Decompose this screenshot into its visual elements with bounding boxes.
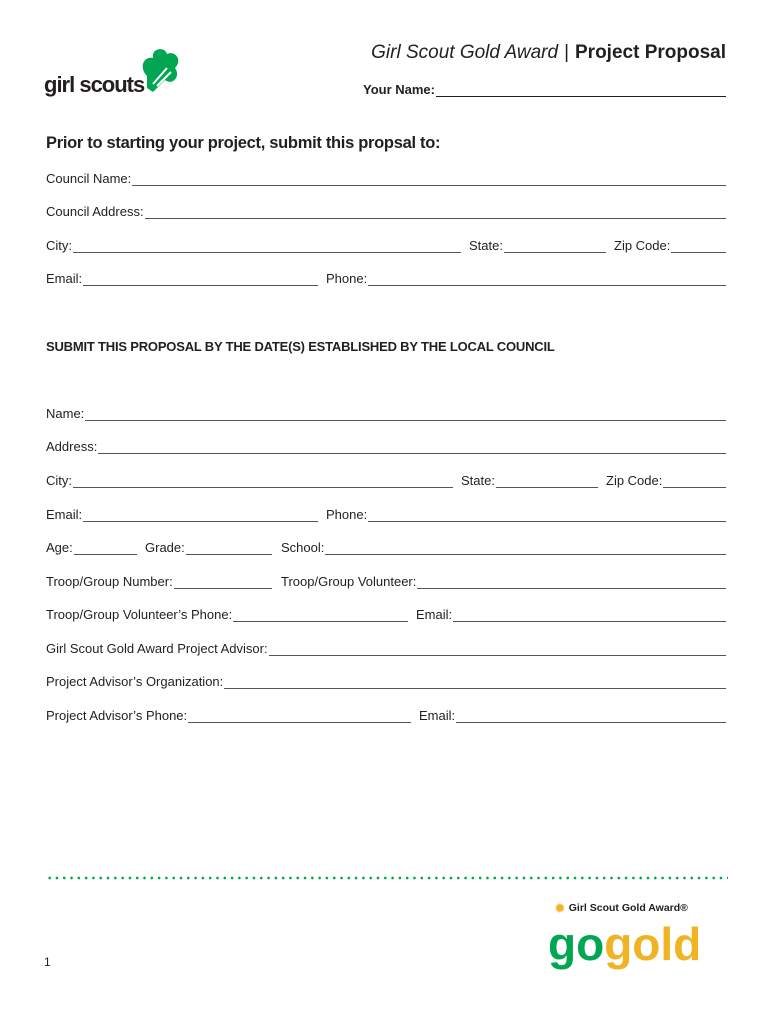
troop-volunteer-input[interactable]: [417, 575, 726, 589]
field-label: School:: [281, 540, 325, 555]
troop-number-input[interactable]: [174, 575, 272, 589]
council-zip-input[interactable]: [671, 239, 726, 253]
field-label: City:: [46, 473, 72, 488]
address-row: [46, 438, 726, 454]
field-label: State:: [461, 473, 495, 488]
dotted-divider: [46, 876, 728, 880]
field-label: Phone:: [326, 271, 368, 286]
gogold-caption: Girl Scout Gold Award®: [568, 902, 688, 914]
field-label: Zip Code:: [614, 238, 671, 253]
field-label: Age:: [46, 540, 73, 555]
zip-input[interactable]: [663, 474, 726, 488]
phone-input[interactable]: [368, 508, 726, 522]
email-input[interactable]: [83, 508, 318, 522]
field-label: Email:: [416, 607, 453, 622]
title-separator: |: [564, 42, 569, 63]
section1-heading: Prior to starting your project, submit this propsal to:: [46, 134, 441, 152]
field-label: Email:: [46, 507, 83, 522]
email-row: [46, 506, 726, 522]
council-name-row: [46, 170, 726, 186]
advisor-phone-input[interactable]: [188, 709, 411, 723]
girl-scouts-logo: [44, 46, 184, 102]
field-label: Council Name:: [46, 171, 132, 186]
title-award: Girl Scout Gold Award: [371, 42, 559, 63]
advisor-phone-row: [46, 707, 726, 723]
advisor-org-input[interactable]: [224, 675, 726, 689]
name-input[interactable]: [85, 407, 726, 421]
council-phone-input[interactable]: [368, 272, 726, 286]
field-label: Council Address:: [46, 204, 144, 219]
field-label: Troop/Group Volunteer’s Phone:: [46, 607, 233, 622]
your-name-line[interactable]: [436, 83, 726, 97]
council-email-input[interactable]: [83, 272, 318, 286]
city-input[interactable]: [73, 474, 453, 488]
field-label: Project Advisor’s Phone:: [46, 708, 188, 723]
field-label: Zip Code:: [606, 473, 663, 488]
council-state-input[interactable]: [504, 239, 606, 253]
gogold-logo: [548, 900, 730, 970]
advisor-org-row: [46, 673, 726, 689]
school-input[interactable]: [325, 541, 726, 555]
state-input[interactable]: [496, 474, 598, 488]
council-city-input[interactable]: [73, 239, 461, 253]
troop-row: [46, 573, 726, 589]
gogold-go: go: [548, 918, 605, 970]
field-label: Grade:: [145, 540, 185, 555]
age-input[interactable]: [74, 541, 137, 555]
age-row: [46, 539, 726, 555]
name-row: [46, 405, 726, 421]
council-address-row: [46, 203, 726, 219]
your-name-label: Your Name:: [363, 82, 435, 97]
field-label: Name:: [46, 406, 85, 421]
field-label: Email:: [419, 708, 456, 723]
council-address-input[interactable]: [145, 205, 726, 219]
volunteer-phone-row: [46, 606, 726, 622]
council-city-row: [46, 237, 726, 253]
field-label: City:: [46, 238, 72, 253]
grade-input[interactable]: [186, 541, 272, 555]
volunteer-email-input[interactable]: [453, 608, 726, 622]
council-email-row: [46, 270, 726, 286]
address-input[interactable]: [98, 440, 726, 454]
field-label: Address:: [46, 439, 98, 454]
field-label: Phone:: [326, 507, 368, 522]
logo-text: girl scouts: [44, 72, 145, 97]
gogold-gold: gold: [604, 918, 702, 970]
field-label: Troop/Group Volunteer:: [281, 574, 417, 589]
volunteer-phone-input[interactable]: [233, 608, 408, 622]
sun-icon: ✹: [554, 900, 566, 916]
advisor-email-input[interactable]: [456, 709, 726, 723]
trefoil-icon: [139, 46, 183, 94]
advisor-row: [46, 640, 726, 656]
your-name-field[interactable]: [363, 82, 726, 97]
section2-heading: SUBMIT THIS PROPOSAL BY THE DATE(S) ESTABLISHED BY THE LOCAL COUNCIL: [46, 339, 555, 354]
title-proposal: Project Proposal: [575, 42, 726, 63]
field-label: Troop/Group Number:: [46, 574, 173, 589]
field-label: State:: [469, 238, 503, 253]
advisor-input[interactable]: [269, 642, 726, 656]
field-label: Project Advisor’s Organization:: [46, 674, 224, 689]
page-number: 1: [44, 955, 51, 969]
city-row: [46, 472, 726, 488]
field-label: Email:: [46, 271, 83, 286]
document-title: [371, 42, 726, 64]
council-name-input[interactable]: [132, 172, 726, 186]
field-label: Girl Scout Gold Award Project Advisor:: [46, 641, 268, 656]
